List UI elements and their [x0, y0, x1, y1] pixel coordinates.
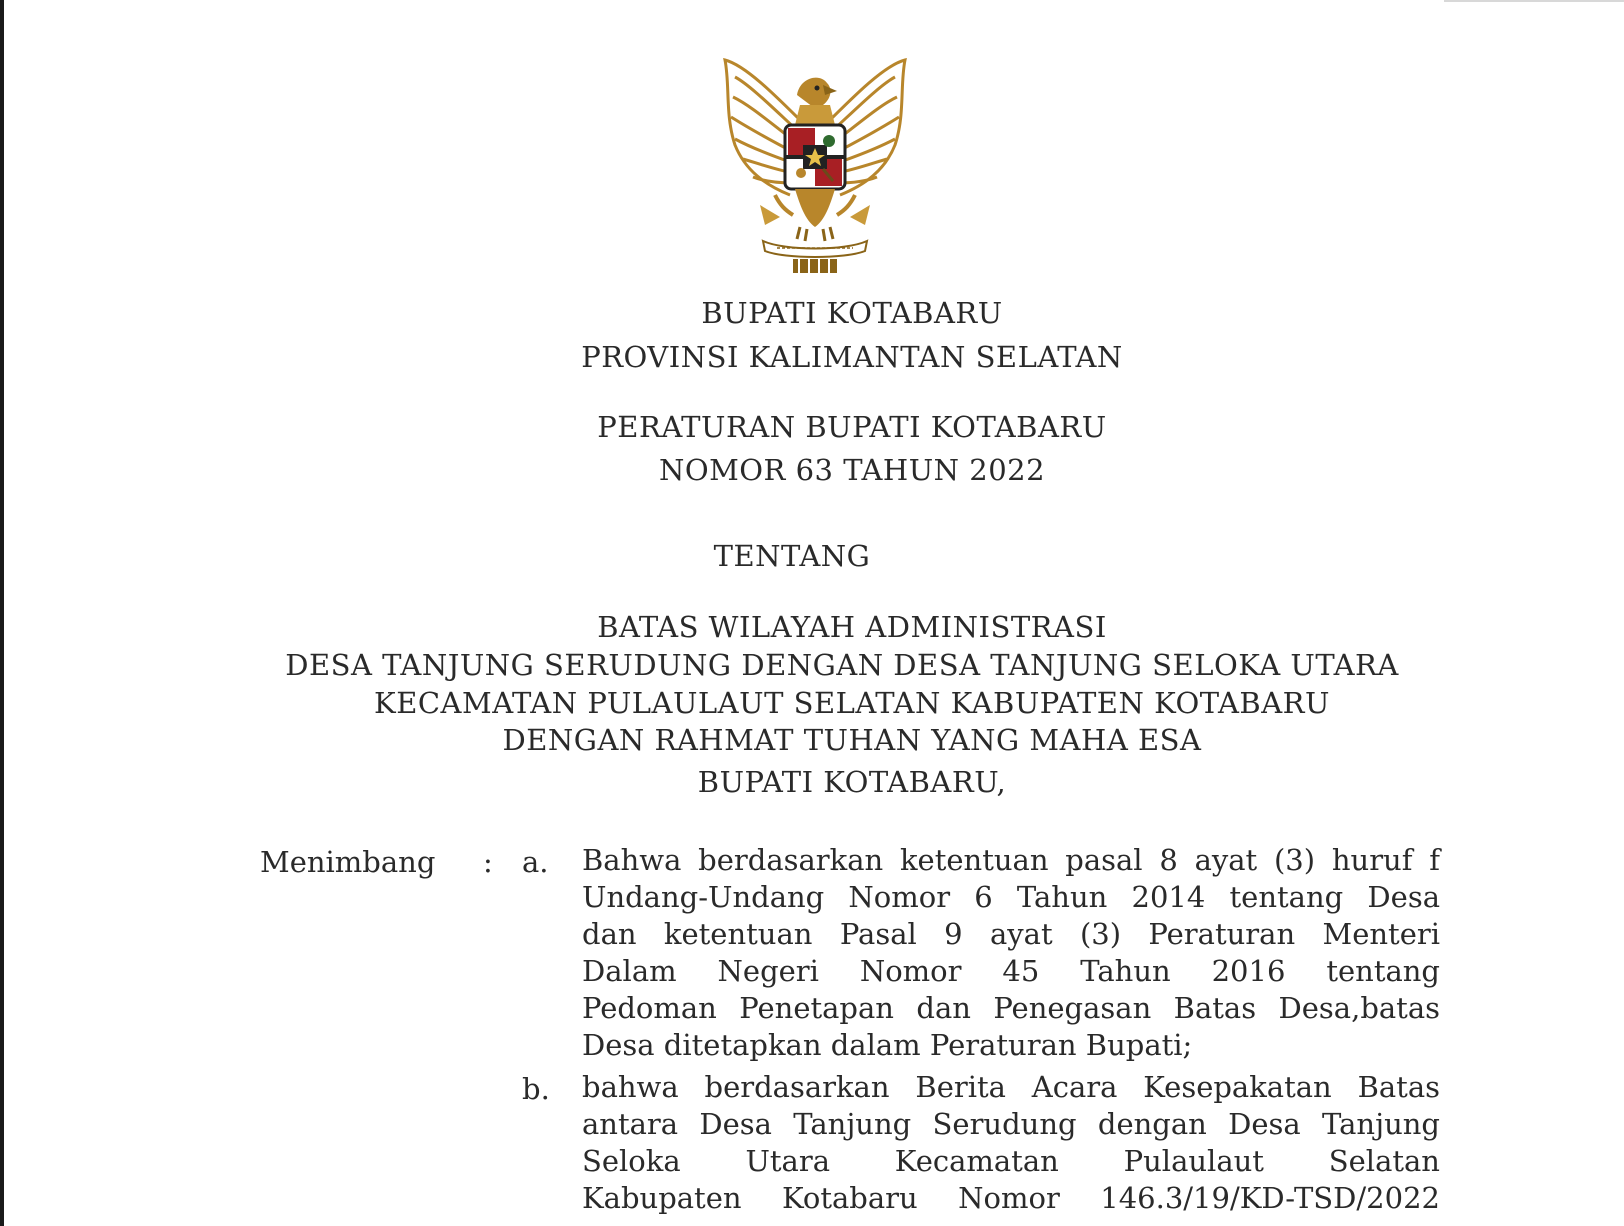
text-line: Undang-Undang Nomor 6 Tahun 2014 tentang Desa [582, 880, 1440, 914]
text-line: dan ketentuan Pasal 9 ayat (3) Peraturan Menteri [582, 917, 1440, 951]
subject-line: KECAMATAN PULAULAUT SELATAN KABUPATEN KOTABARU [374, 686, 1330, 720]
grace-statement: DENGAN RAHMAT TUHAN YANG MAHA ESA [502, 723, 1202, 757]
scan-edge-left [0, 0, 4, 1226]
about-label: TENTANG [713, 539, 871, 573]
text-line: antara Desa Tanjung Serudung dengan Desa Tanjung [582, 1107, 1440, 1141]
text-line: Seloka Utara Kecamatan Pulaulaut Selatan [582, 1144, 1440, 1178]
subject-line: DESA TANJUNG SERUDUNG DENGAN DESA TANJUNG SELOKA UTARA [285, 648, 1399, 682]
item-marker: b. [522, 1072, 550, 1106]
issuer-title: BUPATI KOTABARU [701, 296, 1003, 330]
scan-edge-top [1444, 0, 1624, 2]
text-line: Kabupaten Kotabaru Nomor 146.3/19/KD-TSD/2022 [582, 1181, 1440, 1215]
considering-item-a [582, 842, 1440, 1064]
item-marker: a. [522, 845, 549, 879]
text-line: Desa ditetapkan dalam Peraturan Bupati; [582, 1028, 1193, 1062]
regent-heading: BUPATI KOTABARU, [697, 765, 1007, 799]
considering-label: Menimbang [260, 845, 436, 879]
garuda-pancasila-emblem [705, 55, 925, 277]
regulation-title: PERATURAN BUPATI KOTABARU [597, 410, 1107, 444]
text-line: Bahwa berdasarkan ketentuan pasal 8 ayat (3) huruf f [582, 843, 1440, 877]
text-line: Dalam Negeri Nomor 45 Tahun 2016 tentang [582, 954, 1440, 988]
subject-line: BATAS WILAYAH ADMINISTRASI [597, 610, 1107, 644]
province-title: PROVINSI KALIMANTAN SELATAN [581, 340, 1123, 374]
considering-colon: : [483, 845, 493, 879]
text-line: Pedoman Penetapan dan Penegasan Batas Desa,batas [582, 991, 1440, 1025]
regulation-number: NOMOR 63 TAHUN 2022 [658, 453, 1046, 487]
text-line: bahwa berdasarkan Berita Acara Kesepakatan Batas [582, 1070, 1440, 1104]
considering-item-b [582, 1069, 1440, 1217]
